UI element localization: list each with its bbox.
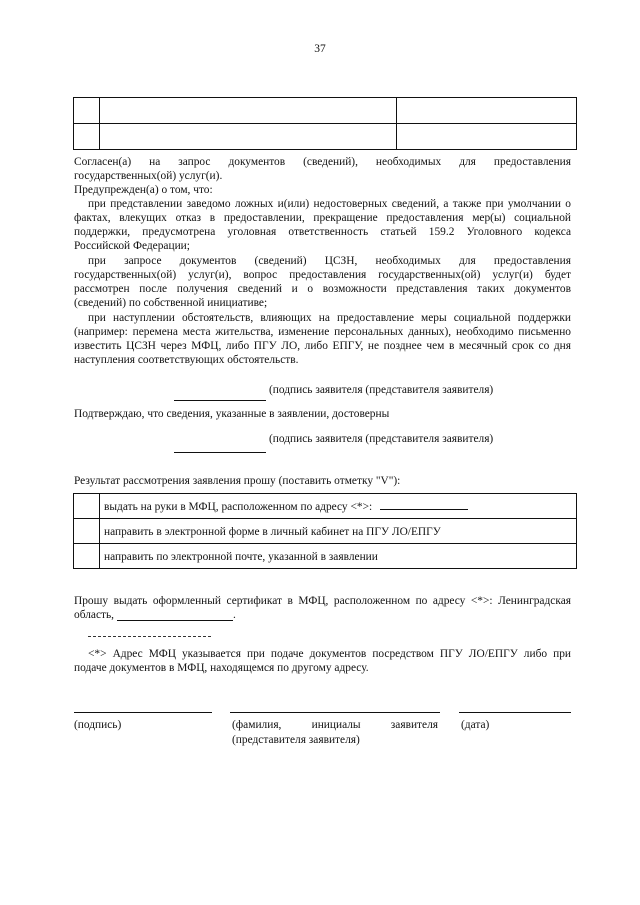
result-heading: Результат рассмотрения заявления прошу (поставить отметку "V"): [74,475,401,487]
page-number: 37 [314,43,326,55]
top-table-cell [74,98,100,124]
top-table-cell [397,98,577,124]
footnote-line-2: подаче документов в МФЦ, находящемся по другому адресу. [74,662,369,674]
certificate-dot: . [233,609,236,621]
result-option-row[interactable] [74,519,577,544]
confirm-text: Подтверждаю, что сведения, указанные в заявлении, достоверны [74,408,390,420]
result-option-cell [100,544,577,569]
result-option-label: направить в электронной форме в личный кабинет на ПГУ ЛО/ЕПГУ [104,526,441,538]
para1-line-4: Российской Федерации; [74,240,190,252]
para2-line-2: государственных(ой) услуг(и), вопрос предоставления государственных(ой) услуг(и) будет [74,269,571,281]
result-option-cell [100,519,577,544]
result-option-checkbox[interactable] [74,519,100,544]
bottom-date-line[interactable] [459,712,571,713]
top-table-cell [100,124,397,150]
bottom-signature-line[interactable] [74,712,212,713]
top-table-row [74,124,577,150]
address-blank[interactable] [380,509,468,510]
para2-line-1: при запросе документов (сведений) ЦСЗН, необходимых для предоставления [88,255,571,267]
certificate-line-1: Прошу выдать оформленный сертификат в МФЦ, расположенном по адресу <*>: Ленинградская [74,595,571,607]
bottom-name-label-1: (фамилия, инициалы заявителя [232,719,438,731]
top-table-row [74,98,577,124]
consent-line-2: государственных(ой) услуг(и). [74,170,223,182]
consent-line-1: Согласен(а) на запрос документов (сведений), необходимых для предоставления [74,156,571,168]
footnote-line-1: <*> Адрес МФЦ указывается при подаче документов посредством ПГУ ЛО/ЕПГУ либо при [88,648,571,660]
warned-heading: Предупрежден(а) о том, что: [74,184,213,196]
top-table-cell [397,124,577,150]
para3-line-1: при наступлении обстоятельств, влияющих на предоставление меры социальной поддержки [88,312,571,324]
signature-caption-2: (подпись заявителя (представителя заявителя) [269,433,494,445]
para3-line-4: наступления соответствующих обстоятельств. [74,354,299,366]
top-table [73,97,577,150]
result-option-label: направить по электронной почте, указанной в заявлении [104,551,378,563]
para1-line-3: поддержки, предусмотрена уголовная ответственность статьей 159.2 Уголовного кодекса [74,226,571,238]
bottom-date-label: (дата) [461,719,490,731]
certificate-line-2: область, [74,609,115,621]
signature-line-1[interactable] [174,400,266,401]
para1-line-1: при представлении заведомо ложных и(или) недостоверных сведений, а также при умолчании о [88,198,571,210]
result-option-row[interactable] [74,494,577,519]
top-table-cell [100,98,397,124]
para3-line-3: известить ЦСЗН через МФЦ, либо ПГУ ЛО, либо ЕПГУ, не позднее чем в месячный срок со дня [74,340,571,352]
signature-caption-1: (подпись заявителя (представителя заявителя) [269,384,494,396]
result-option-row[interactable] [74,544,577,569]
para3-line-2: (например: перемена места жительства, изменение персональных данных), необходимо письменно [74,326,571,338]
footnote-separator [88,636,211,637]
result-option-cell [100,494,577,519]
bottom-name-label-2: (представителя заявителя) [232,734,360,746]
result-options-table [73,493,577,569]
bottom-signature-label: (подпись) [74,719,122,731]
result-option-checkbox[interactable] [74,544,100,569]
certificate-region-blank[interactable] [117,620,233,621]
result-option-checkbox[interactable] [74,494,100,519]
bottom-name-line[interactable] [230,712,440,713]
result-option-label: выдать на руки в МФЦ, расположенном по адресу <*>: [104,501,373,513]
signature-line-2[interactable] [174,452,266,453]
para2-line-3: рассмотрен после получения сведений и о возможности представления таких документов [74,283,571,295]
para2-line-4: (сведений) по собственной инициативе; [74,297,268,309]
para1-line-2: фактах, влекущих отказ в предоставлении, прекращение предоставления мер(ы) социальной [74,212,571,224]
top-table-cell [74,124,100,150]
